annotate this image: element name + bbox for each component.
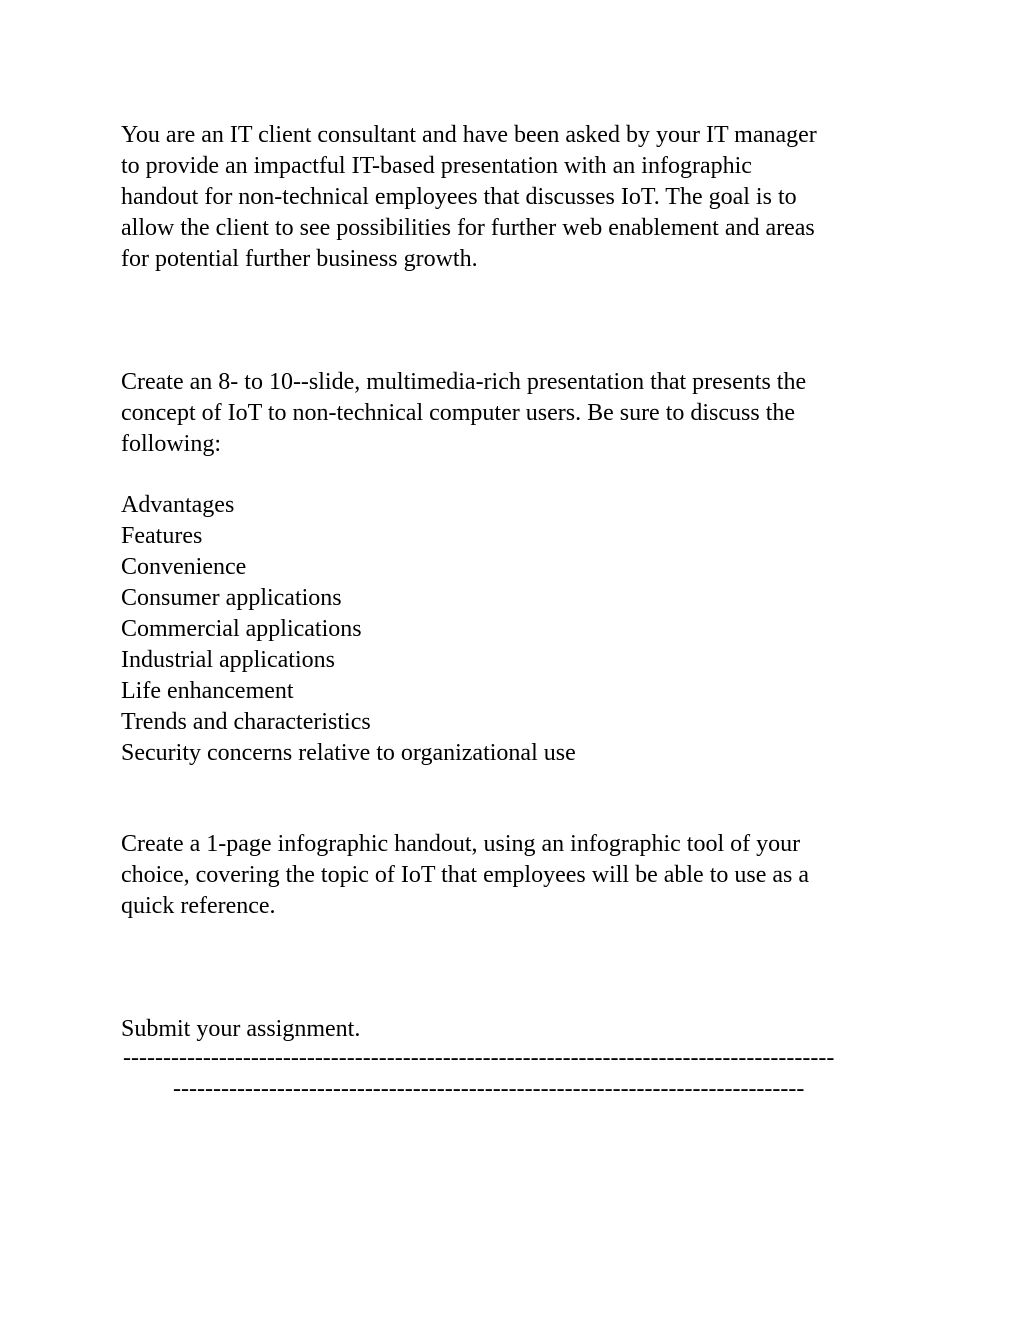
topic-item: Trends and characteristics bbox=[121, 709, 371, 735]
intro-line: to provide an impactful IT-based presentation with an infographic bbox=[121, 153, 752, 179]
submit-instruction bbox=[121, 1014, 360, 1045]
intro-line: allow the client to see possibilities for further web enablement and areas bbox=[121, 215, 815, 241]
topic-item: Industrial applications bbox=[121, 647, 335, 673]
topic-item: Commercial applications bbox=[121, 616, 362, 642]
infographic-line: Create a 1-page infographic handout, using an infographic tool of your bbox=[121, 831, 801, 857]
intro-line: for potential further business growth. bbox=[121, 246, 478, 272]
infographic-line: quick reference. bbox=[121, 893, 276, 919]
instruction-line: Create an 8- to 10--slide, multimedia-rich presentation that presents the bbox=[121, 369, 807, 395]
topic-item: Advantages bbox=[121, 492, 235, 518]
submit-line: Submit your assignment. bbox=[121, 1016, 361, 1042]
topic-item: Life enhancement bbox=[121, 678, 294, 704]
intro-paragraph bbox=[121, 120, 817, 275]
topic-item: Security concerns relative to organizational use bbox=[121, 740, 576, 766]
topic-item: Consumer applications bbox=[121, 585, 342, 611]
topic-item: Features bbox=[121, 523, 203, 549]
topic-list bbox=[121, 490, 576, 769]
presentation-instructions bbox=[121, 367, 806, 460]
instruction-line: following: bbox=[121, 431, 221, 457]
dashed-separator-line: ----------------------------------------------------------------------------------------- bbox=[123, 1045, 835, 1071]
infographic-line: choice, covering the topic of IoT that employees will be able to use as a bbox=[121, 862, 809, 888]
instruction-line: concept of IoT to non-technical computer users. Be sure to discuss the bbox=[121, 400, 796, 426]
topic-item: Convenience bbox=[121, 554, 247, 580]
intro-line: You are an IT client consultant and have been asked by your IT manager bbox=[121, 122, 817, 148]
infographic-instructions bbox=[121, 829, 809, 922]
dashed-separator-line: ------------------------------------------------------------------------------- bbox=[173, 1076, 805, 1102]
intro-line: handout for non-technical employees that discusses IoT. The goal is to bbox=[121, 184, 797, 210]
